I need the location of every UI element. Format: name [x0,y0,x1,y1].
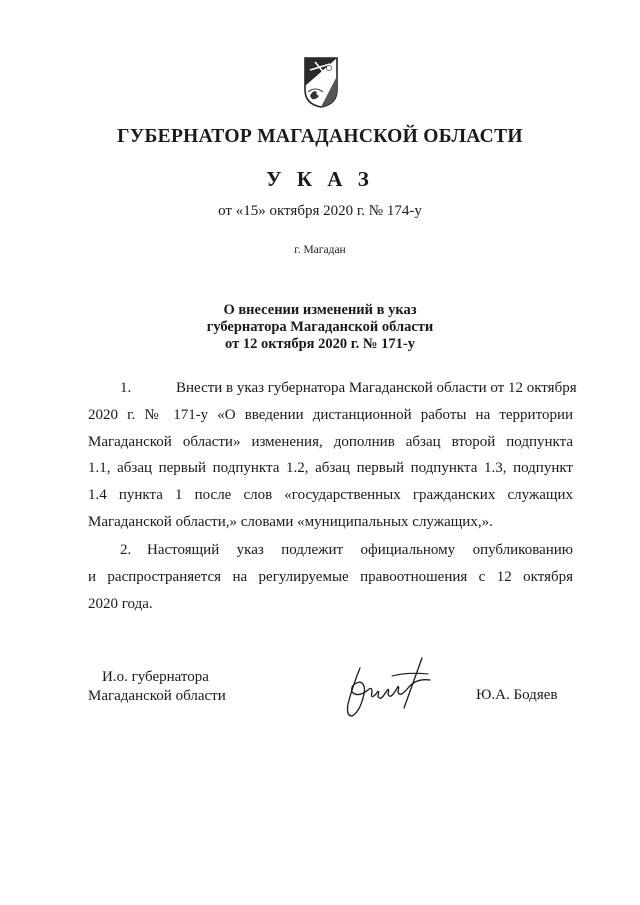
signatory-position-line: Магаданской области [88,688,226,704]
paragraph-line: 1.1, абзац первый подпункта 1.2, абзац первый подпункта 1.3, подпункт [88,460,573,477]
paragraph-line: 2020 года. [88,595,153,612]
paragraph-line: Магаданской области» изменения, дополнив абзац второй подпункта [88,433,573,450]
signatory-name: Ю.А. Бодяев [476,687,558,703]
issuing-authority-title: ГУБЕРНАТОР МАГАДАНСКОЙ ОБЛАСТИ [117,126,523,147]
signatory-position [88,668,226,706]
paragraph-line: Магаданской области,» словами «муниципальных служащих,». [88,513,493,530]
magadan-coat-of-arms-icon [303,56,339,108]
paragraph-line: 2020 г. № 171-у «О введении дистанционной работы на территории [88,406,573,423]
signatory-position-line: И.о. губернатора [102,669,209,685]
document-type-title: У К А З [266,167,374,191]
handwritten-signature-icon [338,650,436,728]
subject-line: губернатора Магаданской области [206,319,434,335]
subject-line: О внесении изменений в указ [223,302,417,318]
paragraph-1 [88,375,577,536]
paragraph-line: 1. Внести в указ губернатора Магаданской области от 12 октября [88,375,573,402]
paragraph-line: 1.4 пункта 1 после слов «государственных гражданских служащих [88,487,573,504]
paragraph-number: 2. [120,542,132,558]
paragraph-2 [88,537,573,617]
subject-line: от 12 октября 2020 г. № 171-у [225,336,415,352]
paragraph-line: 2. Настоящий указ подлежит официальному опубликованию [88,537,573,564]
document-city: г. Магадан [294,244,346,256]
paragraph-number: 1. [120,380,132,396]
paragraph-line: и распространяется на регулируемые правоотношения с 12 октября [88,568,573,585]
document-date-number: от «15» октября 2020 г. № 174-у [218,203,422,219]
decree-subject [0,302,640,353]
